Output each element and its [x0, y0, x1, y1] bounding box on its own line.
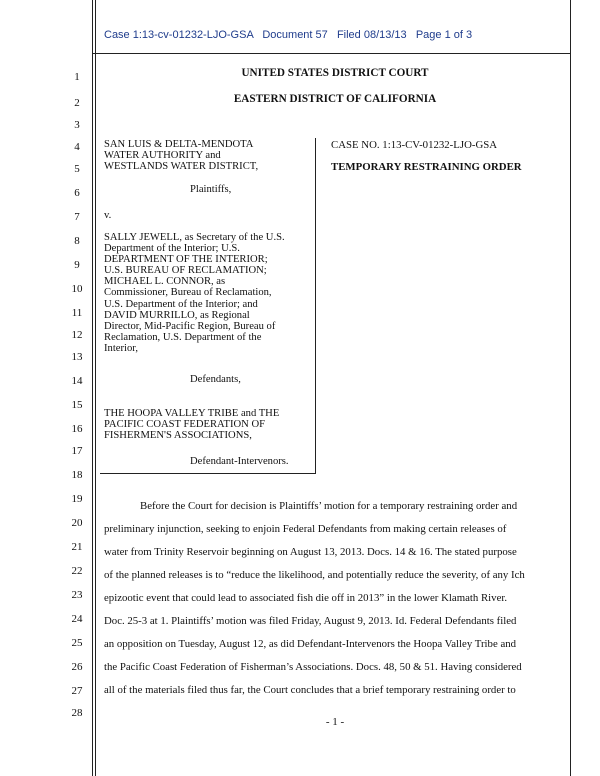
line-number: 1	[74, 71, 80, 83]
line-number: 25	[71, 637, 83, 649]
defendant-line: SALLY JEWELL, as Secretary of the U.S.	[104, 232, 285, 243]
line-number: 28	[71, 707, 83, 719]
intervenor-line: FISHERMEN'S ASSOCIATIONS,	[104, 430, 252, 442]
body-line: all of the materials filed thus far, the Court concludes that a brief temporary restraining order to	[104, 684, 516, 696]
body-line: epizootic event that could lead to associated fish die off in 2013” in the lower Klamath River.	[104, 592, 508, 604]
line-number: 27	[71, 685, 83, 697]
line-number: 20	[71, 517, 83, 529]
intervenor-line: THE HOOPA VALLEY TRIBE and THE	[104, 408, 280, 419]
line-number: 10	[71, 283, 83, 295]
defendant-line: DAVID MURRILLO, as Regional	[104, 309, 250, 321]
plaintiffs-block	[104, 139, 314, 172]
plaintiff-line: WESTLANDS WATER DISTRICT,	[104, 161, 259, 173]
defendant-line: Reclamation, U.S. Department of the	[104, 331, 262, 343]
line-number: 18	[71, 469, 83, 481]
line-number: 21	[71, 541, 83, 553]
line-number: 11	[71, 307, 83, 319]
line-number: 26	[71, 661, 83, 673]
left-margin-line-inner	[95, 0, 96, 776]
line-number: 15	[71, 399, 83, 411]
caption-divider	[315, 138, 316, 474]
right-margin-line	[570, 0, 571, 776]
defendant-line: DEPARTMENT OF THE INTERIOR;	[104, 254, 268, 266]
court-district: EASTERN DISTRICT OF CALIFORNIA	[233, 93, 437, 105]
body-line: water from Trinity Reservoir beginning on August 13, 2013. Docs. 14 & 16. The stated purpose	[104, 546, 517, 558]
court-name: UNITED STATES DISTRICT COURT	[241, 67, 429, 79]
line-number: 7	[74, 211, 80, 223]
line-number: 2	[74, 97, 80, 109]
line-number: 4	[74, 141, 80, 153]
defendant-line: Interior,	[104, 342, 138, 354]
line-number: 5	[74, 163, 80, 175]
defendants-block	[104, 232, 314, 354]
line-number: 13	[71, 351, 83, 363]
line-number: 24	[71, 613, 83, 625]
defendant-line: Department of the Interior; U.S.	[104, 243, 240, 255]
intervenors-label: Defendant-Intervenors.	[190, 456, 289, 467]
line-number: 9	[74, 259, 80, 271]
line-number: 6	[74, 187, 80, 199]
body-line: Before the Court for decision is Plaintiffs’ motion for a temporary restraining order and	[140, 500, 518, 512]
intervenors-block	[104, 408, 314, 441]
plaintiffs-label: Plaintiffs,	[190, 184, 232, 195]
defendants-label: Defendants,	[190, 374, 241, 385]
line-number: 14	[71, 375, 83, 387]
defendant-line: MICHAEL L. CONNOR, as	[104, 276, 226, 288]
caption-bottom-rule	[100, 473, 316, 474]
case-number: CASE NO. 1:13-CV-01232-LJO-GSA	[331, 139, 498, 151]
left-margin-line-outer	[92, 0, 93, 776]
plaintiff-line: WATER AUTHORITY and	[104, 150, 221, 162]
page-number-footer: - 1 -	[325, 716, 345, 728]
document-title: TEMPORARY RESTRAINING ORDER	[331, 161, 522, 173]
line-number: 23	[71, 589, 83, 601]
body-line: preliminary injunction, seeking to enjoin Federal Defendants from making certain releases of	[104, 523, 507, 535]
line-number: 19	[71, 493, 83, 505]
defendant-line: U.S. BUREAU OF RECLAMATION;	[104, 265, 267, 277]
case-header-stamp: Case 1:13-cv-01232-LJO-GSA Document 57 Filed 08/13/13 Page 1 of 3	[104, 29, 473, 41]
line-number: 17	[71, 445, 83, 457]
defendant-line: Director, Mid-Pacific Region, Bureau of	[104, 320, 276, 332]
line-number: 8	[74, 235, 80, 247]
line-number: 3	[74, 119, 80, 131]
line-number: 16	[71, 423, 83, 435]
body-line: an opposition on Tuesday, August 12, as did Defendant-Intervenors the Hoopa Valley Tribe and	[104, 638, 517, 650]
line-number: 12	[71, 329, 83, 341]
line-number: 22	[71, 565, 83, 577]
intervenor-line: PACIFIC COAST FEDERATION OF	[104, 419, 265, 431]
body-line: of the planned releases is to “reduce the likelihood, and potentially reduce the severity, of any Ich	[104, 569, 525, 581]
plaintiff-line: SAN LUIS & DELTA-MENDOTA	[104, 139, 254, 150]
body-line: the Pacific Coast Federation of Fisherman’s Associations. Docs. 48, 50 & 51. Having considered	[104, 661, 522, 673]
versus: v.	[104, 210, 112, 221]
body-line: Doc. 25-3 at 1. Plaintiffs’ motion was filed Friday, August 9, 2013. Id. Federal Defendants filed	[104, 615, 517, 627]
defendant-line: Commissioner, Bureau of Reclamation,	[104, 287, 272, 299]
defendant-line: U.S. Department of the Interior; and	[104, 298, 258, 310]
header-rule	[92, 53, 570, 54]
